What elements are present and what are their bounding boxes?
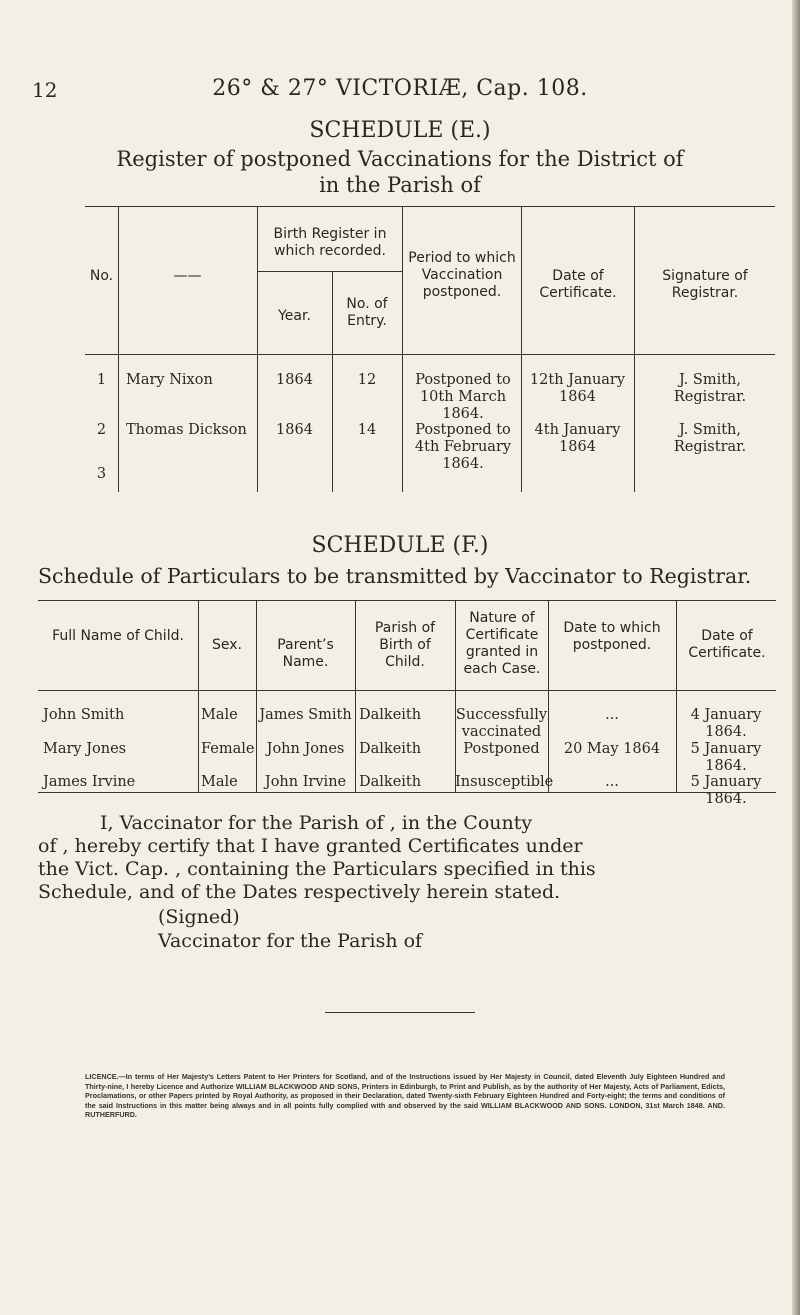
certificate-line: I, Vaccinator for the Parish of , in the County [100, 812, 533, 834]
row-sex: Male [201, 707, 238, 723]
header-date-postponed: Date to which postponed. [563, 620, 661, 653]
row-postponed: ... [605, 707, 619, 723]
row-sex: Male [201, 774, 238, 790]
certificate-line: of , hereby certify that I have granted Certificates under [38, 835, 583, 857]
row-date: 12th January 1864 [529, 372, 626, 405]
row-nature: Insusceptible [455, 774, 554, 790]
row-postponed: 20 May 1864 [563, 741, 661, 757]
row-parent: John Jones [266, 741, 345, 757]
printer-licence-imprint: LICENCE.—In terms of Her Majesty’s Letters Patent to Her Printers for Scotland, and of the Instructions issued by Her Majesty in Council, dated Eleventh July Eighteen Hundred and Thirty-nine, I hereby Licence and Authorize WILLIAM BLACKWOOD AND SONS, Printers in Edinburgh, to Print and Publish, as by the authority of Her Majesty, Acts of Parliament, Edicts, Proclamations, or other Papers printed by Royal Authority, as proposed in their Declaration, dated Twenty-sixth February Eighteen Hundred and Forty-eight; the terms and conditions of the said Instructions in this matter being always and in all points fully complied with and observed by the said WILLIAM BLACKWOOD AND SONS. LONDON, 31st March 1848. AND. RUTHERFURD. [85, 1072, 725, 1119]
vaccinator-label: Vaccinator for the Parish of [158, 930, 423, 952]
header-no: No. [89, 268, 114, 284]
row-parish: Dalkeith [359, 774, 422, 790]
page-edge [792, 0, 800, 1315]
row-period: Postponed to 4th February 1864. [414, 422, 512, 472]
header-full-name: Full Name of Child. [52, 628, 184, 644]
schedule-e-subtitle-line1: Register of postponed Vaccinations for the District of [116, 147, 684, 171]
running-head: 26° & 27° VICTORIÆ, Cap. 108. [212, 76, 588, 101]
row-number: 2 [96, 422, 107, 438]
row-year: 1864 [276, 372, 313, 388]
header-signature: Signature of Registrar. [662, 268, 748, 301]
schedule-f-subtitle: Schedule of Particulars to be transmitted by Vaccinator to Registrar. [38, 564, 752, 588]
certificate-line: the Vict. Cap. , containing the Particulars specified in this [38, 858, 596, 880]
header-nature: Nature of Certificate granted in each Case. [463, 610, 541, 677]
row-date: 5 January 1864. [690, 741, 762, 774]
page-number: 12 [32, 78, 58, 102]
row-name: James Irvine [43, 774, 136, 790]
row-entry: 14 [357, 422, 377, 438]
row-period: Postponed to 10th March 1864. [415, 372, 511, 422]
row-signature: J. Smith, Registrar. [673, 422, 747, 455]
row-name: John Smith [43, 707, 125, 723]
row-parish: Dalkeith [359, 707, 422, 723]
separator-rule [325, 1012, 475, 1013]
certificate-line: Schedule, and of the Dates respectively herein stated. [38, 881, 561, 903]
row-date: 5 January 1864. [690, 774, 762, 807]
header-dash: —— [173, 268, 202, 284]
row-entry: 12 [357, 372, 377, 388]
header-date-of-certificate: Date of Certificate. [539, 268, 617, 301]
row-date: 4th January 1864 [534, 422, 621, 455]
row-nature: Successfully vaccinated [455, 707, 548, 740]
header-entry-no: No. of Entry. [346, 296, 388, 329]
header-birth-register: Birth Register in which recorded. [273, 226, 387, 259]
header-year: Year. [278, 308, 311, 324]
schedule-e-title: SCHEDULE (E.) [309, 118, 491, 143]
schedule-f-title: SCHEDULE (F.) [311, 533, 489, 558]
row-name: Mary Jones [43, 741, 127, 757]
schedule-e-subtitle-line2: in the Parish of [319, 173, 481, 197]
row-nature: Postponed [463, 741, 540, 757]
header-parish: Parish of Birth of Child. [374, 620, 436, 670]
row-year: 1864 [276, 422, 313, 438]
row-name: Thomas Dickson [126, 422, 247, 438]
header-sex: Sex. [212, 637, 242, 653]
row-sex: Female [201, 741, 255, 757]
row-name: Mary Nixon [126, 372, 213, 388]
signed-label: (Signed) [158, 906, 240, 928]
row-postponed: ... [605, 774, 619, 790]
header-period: Period to which Vaccination postponed. [408, 250, 516, 300]
row-parent: James Smith [259, 707, 352, 723]
row-number: 1 [96, 372, 107, 388]
row-number: 3 [96, 466, 107, 482]
row-parent: John Irvine [264, 774, 347, 790]
row-date: 4 January 1864. [690, 707, 762, 740]
row-signature: J. Smith, Registrar. [673, 372, 747, 405]
header-parent: Parent’s Name. [277, 637, 334, 670]
certificate-block [38, 812, 768, 972]
row-parish: Dalkeith [359, 741, 422, 757]
header-date-of-certificate: Date of Certificate. [688, 628, 766, 661]
